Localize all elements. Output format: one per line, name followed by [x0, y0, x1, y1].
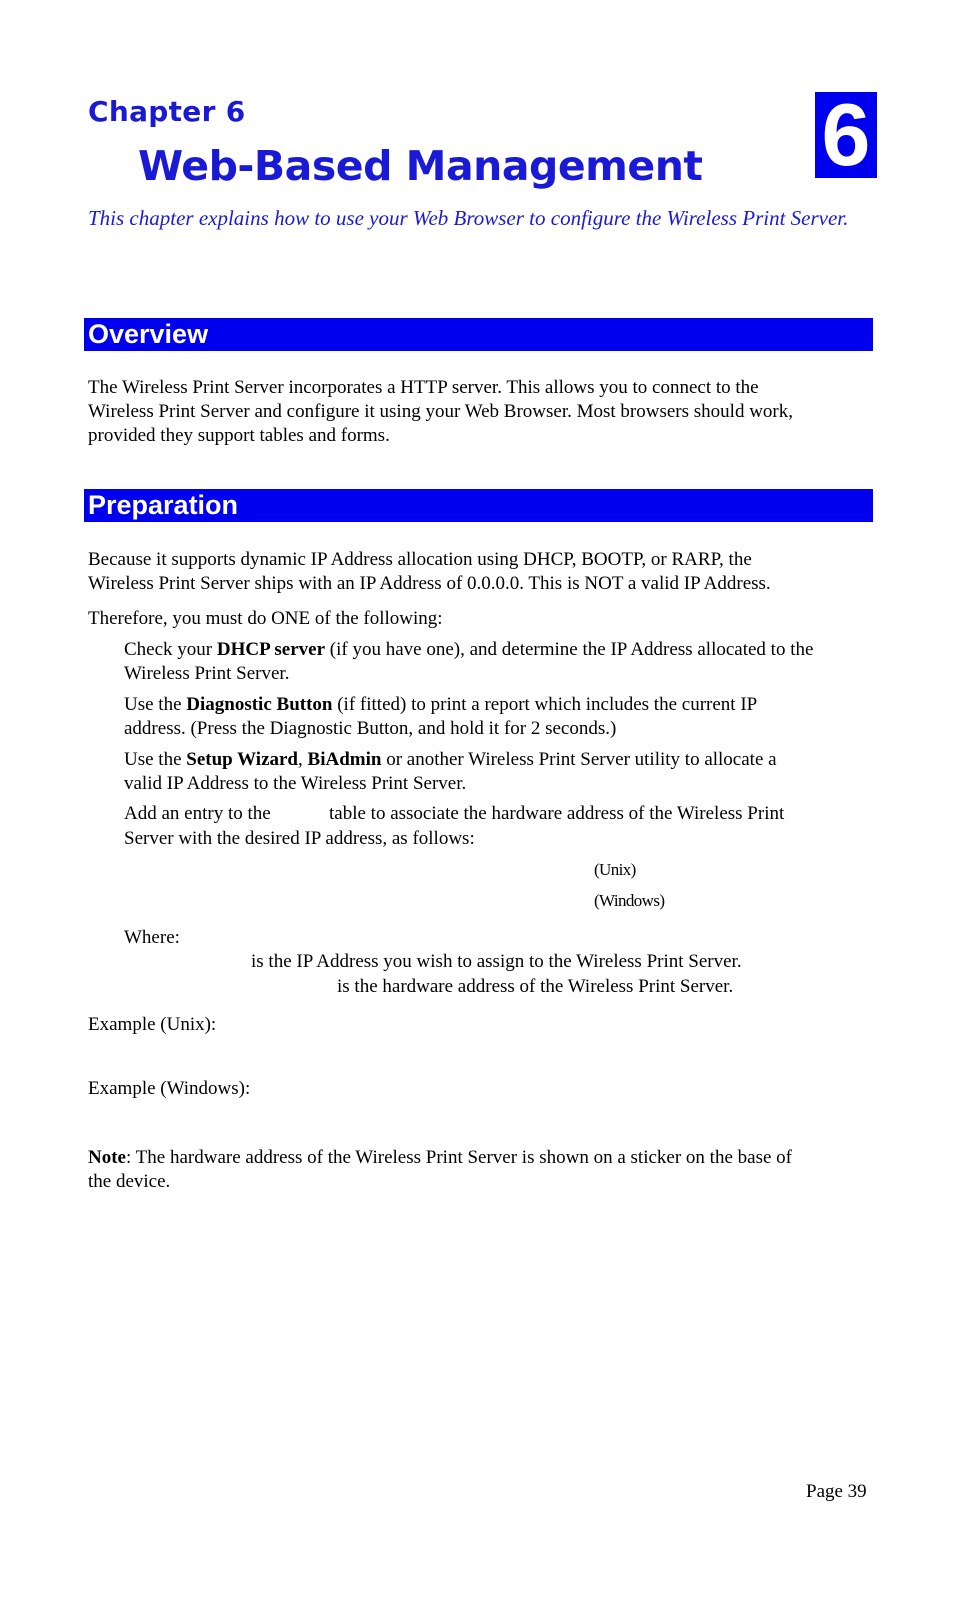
- overview-line-2: Wireless Print Server and configure it using your Web Browser. Most browsers should work,: [88, 401, 794, 422]
- note-line-2: the device.: [88, 1171, 171, 1192]
- example-windows-label: Example (Windows):: [88, 1078, 251, 1099]
- page-title: Web-Based Management: [138, 142, 703, 190]
- windows-label: (Windows): [594, 891, 665, 910]
- page-number: Page 39: [806, 1481, 867, 1502]
- chapter-number-badge: 6: [815, 92, 877, 178]
- section-header-overview: [84, 318, 873, 351]
- list-item-diagnostic: Use the Diagnostic Button (if fitted) to print a report which includes the current IP: [124, 694, 758, 715]
- list-item-arp-b: table to associate the hardware address of the Wireless Print: [329, 803, 785, 824]
- where-label: Where:: [124, 927, 180, 948]
- example-unix-label: Example (Unix):: [88, 1014, 217, 1035]
- preparation-line-2: Wireless Print Server ships with an IP Address of 0.0.0.0. This is NOT a valid IP Address.: [88, 573, 771, 594]
- section-title: Overview: [88, 319, 209, 349]
- overview-line-1: The Wireless Print Server incorporates a HTTP server. This allows you to connect to the: [88, 377, 759, 398]
- section-title: Preparation: [88, 490, 239, 520]
- chapter-label: Chapter 6: [88, 95, 246, 128]
- chapter-intro: This chapter explains how to use your Web Browser to configure the Wireless Print Server.: [88, 206, 849, 230]
- list-item-arp-a: Add an entry to the: [124, 803, 271, 824]
- note-line-1: Note: The hardware address of the Wireless Print Server is shown on a sticker on the base of: [88, 1147, 792, 1168]
- list-item-dhcp-line-2: Wireless Print Server.: [124, 663, 290, 684]
- list-item-diagnostic-line-2: address. (Press the Diagnostic Button, and hold it for 2 seconds.): [124, 718, 617, 739]
- list-item-dhcp: Check your DHCP server (if you have one), and determine the IP Address allocated to the: [124, 639, 814, 660]
- list-item-setup-wizard-line-2: valid IP Address to the Wireless Print Server.: [124, 773, 467, 794]
- unix-label: (Unix): [594, 860, 636, 879]
- where-hw-description: is the hardware address of the Wireless Print Server.: [337, 976, 734, 997]
- preparation-intro-options: Therefore, you must do ONE of the following:: [88, 608, 443, 629]
- overview-line-3: provided they support tables and forms.: [88, 425, 390, 446]
- list-item-setup-wizard: Use the Setup Wizard, BiAdmin or another Wireless Print Server utility to allocate a: [124, 749, 777, 770]
- preparation-line-1: Because it supports dynamic IP Address allocation using DHCP, BOOTP, or RARP, the: [88, 549, 752, 570]
- list-item-arp-line-2: Server with the desired IP address, as follows:: [124, 828, 475, 849]
- section-header-preparation: [84, 489, 873, 522]
- where-ip-description: is the IP Address you wish to assign to the Wireless Print Server.: [251, 951, 742, 972]
